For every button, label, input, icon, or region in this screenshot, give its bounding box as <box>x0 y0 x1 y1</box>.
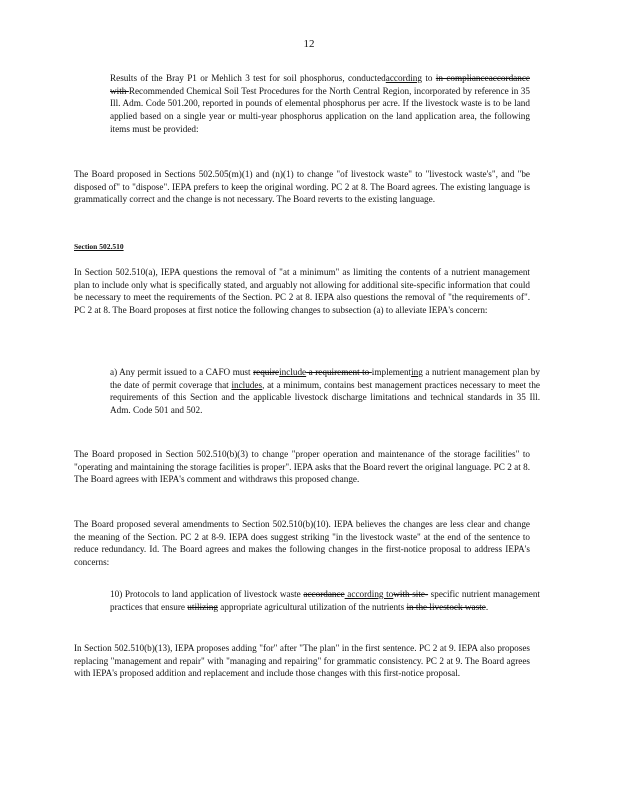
item-a-inserted-include: include <box>279 367 307 377</box>
item-a-text-4: , at a minimum, contains best management practices necessary to meet the requirements of this Section and the applicable livestock discharge limitations and technical standards in 35 Ill. Adm. Code 501 and 502. <box>110 379 540 416</box>
intro-deleted-accordance: accordance with <box>110 73 530 96</box>
item-10-text-4: . <box>485 601 489 612</box>
intro-inserted-according: according <box>385 73 422 83</box>
amendment-item-10 <box>110 588 540 613</box>
page-number: 12 <box>303 38 315 50</box>
item-10-text-2: specific nutrient management practices that ensure <box>110 589 540 612</box>
amendment-item-a <box>110 366 540 417</box>
item-a-deleted-require: require <box>253 367 280 377</box>
item-a-deleted-requirement: a requirement to <box>306 367 372 377</box>
intro-deleted-compliance: in compliance <box>435 73 489 83</box>
item-10-text-3: appropriate agricultural utilization of the nutrients <box>217 601 407 612</box>
intro-text-1: Results of the Bray P1 or Mehlich 3 test for soil phosphorus, conducted <box>110 73 386 83</box>
item-10-deleted-with: with <box>393 589 413 599</box>
item-10-deleted-livestock-waste: in the livestock waste <box>406 601 486 612</box>
item-10-deleted-utilizing: utilizing <box>187 601 218 612</box>
item-10-inserted-according: according to <box>344 589 394 599</box>
item-a-text-3: a nutrient management plan by the date of permit coverage that <box>110 367 540 390</box>
paragraph-502-510-a: In Section 502.510(a), IEPA questions the removal of "at a minimum" as limiting the contents of a nutrient management plan to include only what is specifically stated, and arguably not allowing for additional site-specific information that could be necessary to meet the requirements of the Section. PC 2 at 8. IEPA also questions the removal of "the requirements of". PC 2 at 8. The Board proposes at first notice the following changes to subsection (a) to alleviate IEPA's concern: <box>74 267 530 316</box>
paragraph-502-505: The Board proposed in Sections 502.505(m)(1) and (n)(1) to change "of livestock waste" to "livestock waste's", and "be disposed of" to "dispose". IEPA prefers to keep the original wording. PC 2 at 8. The Board agrees. The existing language is grammatically correct and the change is not necessary. The Board reverts to the existing language. <box>74 169 530 205</box>
item-a-text-2: implement <box>371 367 412 377</box>
paragraph-502-510-b-3: The Board proposed in Section 502.510(b)(3) to change "proper operation and maintenance of the storage facilities" to "operating and maintaining the storage facilities is proper". IEPA asks that the Board revert the original language. PC 2 at 8. The Board agrees with IEPA's comment and withdraws this proposed change. <box>74 449 530 485</box>
paragraph-502-510-b-10: The Board proposed several amendments to Section 502.510(b)(10). IEPA believes the changes are less clear and change the meaning of the Section. PC 2 at 8-9. IEPA does suggest striking "in the livestock waste" at the end of the sentence to reduce redundancy. Id. The Board agrees and makes the following changes in the first-notice proposal to address IEPA's concerns: <box>74 519 530 568</box>
intro-paragraph <box>110 72 530 136</box>
intro-text-2: to <box>421 73 436 83</box>
item-a-inserted-ing: ing <box>411 367 423 377</box>
section-heading <box>74 242 124 251</box>
item-10-deleted-accordance: accordance <box>303 589 345 599</box>
item-10-text-1: 10) Protocols to land application of livestock waste <box>110 589 304 599</box>
item-10-deleted-site: site- <box>412 589 429 599</box>
item-a-inserted-includes: includes <box>231 379 263 390</box>
paragraph-502-510-b-13: In Section 502.510(b)(13), IEPA proposes adding "for" after "The plan" in the first sentence. PC 2 at 9. IEPA also proposes replacing "management and repair" with "managing and repairing" for grammatic consistency. PC 2 at 9. The Board agrees with IEPA's proposed addition and replacement and include those changes with this first-notice proposal. <box>74 643 530 679</box>
item-a-text-1: a) Any permit issued to a CAFO must <box>110 367 254 377</box>
intro-text-3: Recommended Chemical Soil Test Procedures for the North Central Region, incorporated by reference in 35 Ill. Adm. Code 501.200, reported in pounds of elemental phosphorus per acre. If the livestock waste is to be land applied based on a single year or multi-year phosphorus application on the land application area, the following items must be provided: <box>110 85 530 134</box>
section-heading-text: Section 502.510 <box>74 242 124 251</box>
